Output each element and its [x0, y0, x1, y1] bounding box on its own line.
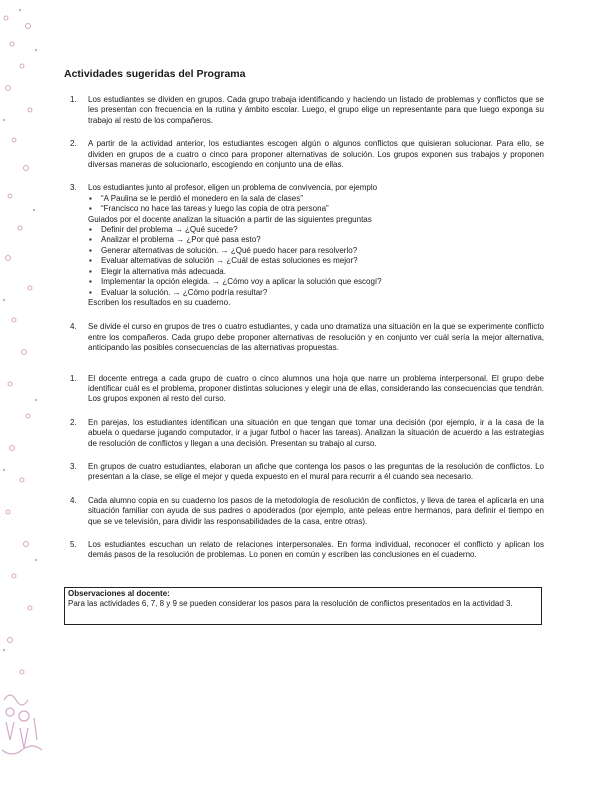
list-item: ▪ Definir del problema → ¿Qué sucede?	[89, 225, 238, 235]
list-item: ▪ Generar alternativas de solución. → ¿Qué puedo hacer para resolverlo?	[89, 245, 358, 255]
activity-text: Se divide el curso en grupos de tres o cuatro estudiantes, y cada uno dramatiza una situación en la que se experimente conflicto entre los compañeros. Cada grupo debe proponer alternativas de resolución y en conjunto ver cuál sería la mejor alternativa, anticipando las posibles consecuencias de las alternativas propuestas.	[88, 322, 544, 353]
activity-item: 3. Los estudiantes junto al profesor, eligen un problema de convivencia, por ejemplo ▪ “A Paulina se le perdió el monedero en la sala de clases” ▪ “Francisco no hace las tareas y luego las copia de otra persona” Guiados por el docente analizan la situación a partir de las siguientes preguntas ▪ Definir del problema → ¿Qué sucede? ▪ Analizar el problema → ¿Por qué pasa esto? ▪ Generar alternativas de solución. → ¿Qué puedo hacer para resolverlo? ▪ Evaluar alternativas de solución → ¿Cuál de estas soluciones es mejor? ▪ Elegir la alternativa más adecuada. ▪ Implementar la opción elegida. → ¿Cómo voy a aplicar la solución que escogí? ▪ Evaluar la solución. → ¿Cómo podría resultar? Escriben los resultados en su cuaderno.	[64, 183, 544, 308]
activity-item: 2. En parejas, los estudiantes identifican una situación en que tengan que tomar una decisión (por ejemplo, ir a la casa de la abuela o quedarse jugando computador, ir a jugar futbol o hacer las tareas). Analizan la situación de acuerdo a las estrategias de resolución de conflictos y llegan a una decisión. Presentan su trabajo al curso.	[70, 417, 544, 448]
activity-text: Los estudiantes junto al profesor, eligen un problema de convivencia, por ejemplo ▪ “A Paulina se le perdió el monedero en la sala de clases” ▪ “Francisco no hace las tareas y luego las copia de otra persona” Guiados por el docente analizan la situación a partir de las siguientes preguntas ▪ Definir del problema → ¿Qué sucede? ▪ Analizar el problema → ¿Por qué pasa esto? ▪ Generar alternativas de solución. → ¿Qué puedo hacer para resolverlo? ▪ Evaluar alternativas de solución → ¿Cuál de estas soluciones es mejor? ▪ Elegir la alternativa más adecuada. ▪ Implementar la opción elegida. → ¿Cómo voy a aplicar la solución que escogí? ▪ Evaluar la solución. → ¿Cómo podría resultar? Escriben los resultados en su cuaderno.	[88, 183, 544, 308]
activity-text: A partir de la actividad anterior, los estudiantes escogen algún o algunos conflictos que quisieran solucionar. Para ello, se dividen en grupos de a cuatro o cinco para proponer alternativas de solución. Los grupos exponen sus trabajos y proponen diversas maneras de solucionarlo, escogiendo en conjunto una de ellas.	[88, 139, 544, 170]
list-item: ▪ Analizar el problema → ¿Por qué pasa esto?	[89, 235, 261, 245]
activity-text: Los estudiantes escuchan un relato de relaciones interpersonales. En forma individual, reconocer el conflicto y aplican los demás pasos de la resolución de problemas. Lo ponen en común y escriben las conclusiones en el cuaderno.	[88, 540, 544, 560]
activity-item: 5. Los estudiantes escuchan un relato de relaciones interpersonales. En forma individual, reconocer el conflicto y aplican los demás pasos de la resolución de problemas. Lo ponen en común y escriben las conclusiones en el cuaderno.	[70, 540, 544, 560]
list-item: ▪ “Francisco no hace las tareas y luego las copia de otra persona”	[89, 204, 329, 214]
page-title: Actividades sugeridas del Programa	[64, 68, 246, 80]
activity-item: 3. En grupos de cuatro estudiantes, elaboran un afiche que contenga los pasos o las preguntas de la resolución de conflictos. Lo presentan a la clase, se elige el mejor y queda expuesto en el mural para recurrir a él cuando sea necesario.	[70, 461, 544, 482]
activity-item: 4. Se divide el curso en grupos de tres o cuatro estudiantes, y cada uno dramatiza una situación en la que se experimente conflicto entre los compañeros. Cada grupo debe proponer alternativas de resolución y en conjunto ver cuál sería la mejor alternativa, anticipando las posibles consecuencias de las alternativas propuestas.	[70, 322, 544, 353]
decorative-margin	[0, 0, 50, 800]
observations-title: Observaciones al docente:	[68, 589, 170, 598]
example-list	[88, 194, 544, 215]
list-item: ▪ Evaluar la solución. → ¿Cómo podría resultar?	[89, 287, 268, 297]
activities-section	[64, 68, 544, 561]
list-item: ▪ “A Paulina se le perdió el monedero en la sala de clases”	[89, 193, 303, 203]
activity-text: Los estudiantes se dividen en grupos. Cada grupo trabaja identificando y haciendo un listado de problemas y conflictos que se les presentan con frecuencia en la rutina y ámbito escolar. Luego, el grupo elige un representante para que luego exponga su trabajo al resto de los compañeros.	[88, 95, 544, 125]
activity-item: 1. Los estudiantes se dividen en grupos. Cada grupo trabaja identificando y haciendo un listado de problemas y conflictos que se les presentan con frecuencia en la rutina y ámbito escolar. Luego, el grupo elige un representante para que luego exponga su trabajo al resto de los compañeros.	[70, 95, 544, 125]
activity-item: 2. A partir de la actividad anterior, los estudiantes escogen algún o algunos conflictos que quisieran solucionar. Para ello, se dividen en grupos de a cuatro o cinco para proponer alternativas de solución. Los grupos exponen sus trabajos y proponen diversas maneras de solucionarlo, escogiendo en conjunto una de ellas.	[70, 139, 544, 170]
list-item: ▪ Implementar la opción elegida. → ¿Cómo voy a aplicar la solución que escogí?	[89, 277, 382, 287]
activity-text: Cada alumno copia en su cuaderno los pasos de la metodología de resolución de conflictos, y lleva de tarea el aplicarla en una situación familiar con ayuda de sus padres o apoderados (por ejemplo, ante peleas entre hermanos, para definir el tiempo en que se ve televisión, para dividir las responsabilidades de la casa, entre otras).	[88, 495, 544, 526]
activity-text: En parejas, los estudiantes identifican una situación en que tengan que tomar una decisión (por ejemplo, ir a la casa de la abuela o quedarse jugando computador, ir a jugar futbol o hacer las tareas). Analizan la situación de acuerdo a las estrategias de resolución de conflictos y llegan a una decisión. Presentan su trabajo al curso.	[88, 417, 544, 448]
activity-item: 1. El docente entrega a cada grupo de cuatro o cinco alumnos una hoja que narre un problema interpersonal. El grupo debe identificar cuál es el problema, proponer distintas soluciones y elegir una de ellas, considerando las consecuencias que tendrán. Los grupos exponen al resto del curso.	[70, 373, 544, 404]
steps-list	[88, 225, 544, 298]
observations-text: Para las actividades 6, 7, 8 y 9 se pueden considerar los pasos para la resolución de conflictos presentados en la actividad 3.	[68, 599, 513, 609]
activity-text: En grupos de cuatro estudiantes, elaboran un afiche que contenga los pasos o las preguntas de la resolución de conflictos. Lo presentan a la clase, se elige el mejor y queda expuesto en el mural para recurrir a él cuando sea necesario.	[88, 461, 544, 482]
activity-text: El docente entrega a cada grupo de cuatro o cinco alumnos una hoja que narre un problema interpersonal. El grupo debe identificar cuál es el problema, proponer distintas soluciones y elegir una de ellas, considerando las consecuencias que tendrán. Los grupos exponen al resto del curso.	[88, 373, 544, 404]
list-item: ▪ Elegir la alternativa más adecuada.	[89, 266, 226, 276]
activity-item: 4. Cada alumno copia en su cuaderno los pasos de la metodología de resolución de conflictos, y lleva de tarea el aplicarla en una situación familiar con ayuda de sus padres o apoderados (por ejemplo, ante peleas entre hermanos, para definir el tiempo en que se ve televisión, para dividir las responsabilidades de la casa, entre otras).	[70, 495, 544, 526]
list-item: ▪ Evaluar alternativas de solución → ¿Cuál de estas soluciones es mejor?	[89, 256, 358, 266]
observations-box	[64, 587, 542, 625]
